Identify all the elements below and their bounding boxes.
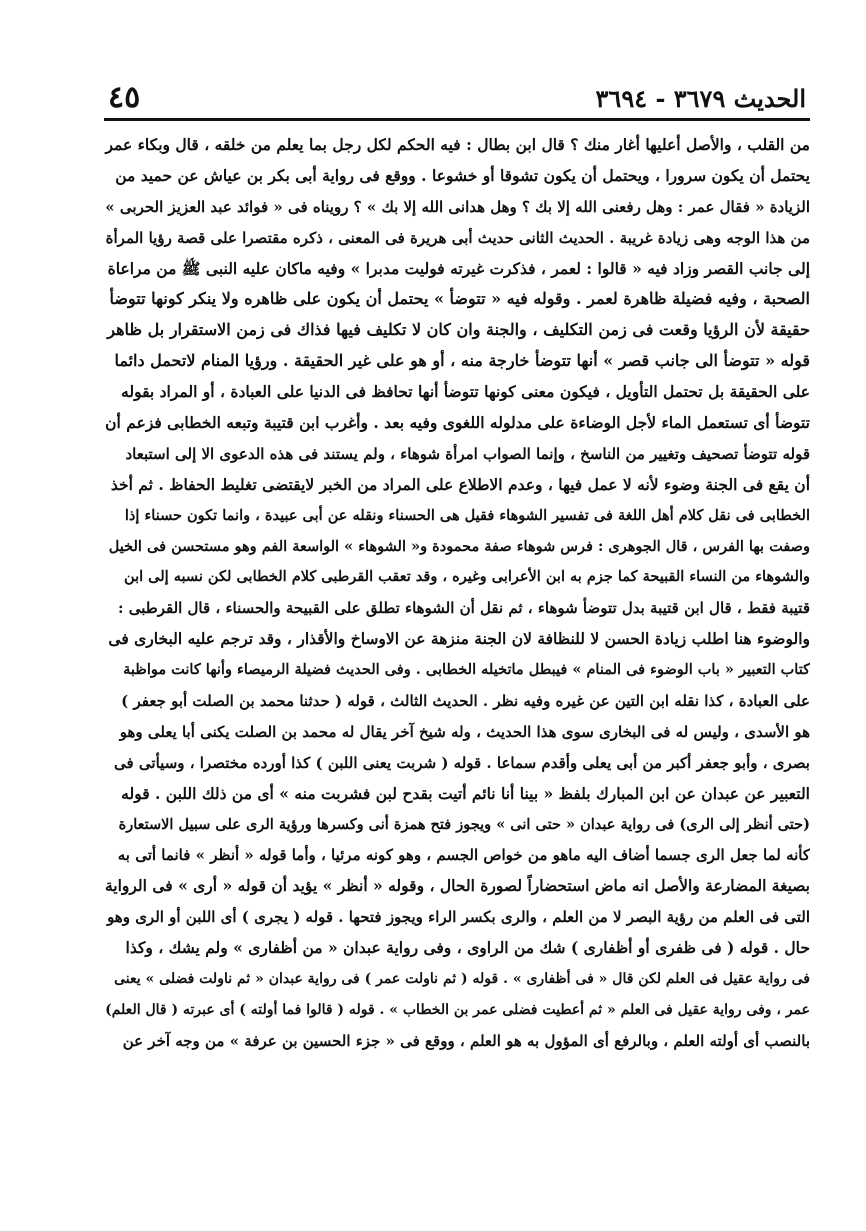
page-number: ٤٥ [108, 80, 141, 115]
text-line: كأنه لما جعل الرى جسما أضاف اليه ماهو من خواص الجسم ، وهو كونه مرئيا ، وأما قوله « أنظر » فانما أتى به [117, 846, 810, 865]
text-line: والوضوء هنا اطلب زيادة الحسن لا للنظافة لان الجنة منزهة عن الاوساخ والأقذار ، وقد ترجم عليه البخارى فى [108, 629, 810, 649]
text-line: يحتمل أن يكون سرورا ، ويحتمل أن يكون تشوقا أو خشوعا . ووقع فى رواية أبى بكر بن عياش عن حميد من [115, 165, 810, 185]
text-line: التعبير عن عبدان عن ابن المبارك بلفظ « بينا أنا نائم أتيت بقدح لبن فشربت منه » أى من ذلك اللبن . قوله [121, 783, 810, 803]
text-line: على العبادة ، كذا نقله ابن التين عن غيره وفيه نظر . الحديث الثالث ، قوله ( حدثنا محمد بن الصلت أبو جعفر ) [121, 692, 810, 711]
text-line: على الحقيقة بل تحتمل التأويل ، فيكون معنى كونها تتوضأ أنها تحافظ فى الدنيا على العبادة ، أو المراد بقوله [121, 382, 810, 402]
text-line: الزيادة « فقال عمر : وهل رفعنى الله إلا بك ؟ وهل هدانى الله إلا بك » ؟ رويناه فى « فوائد عبد العزيز الحربى » [105, 197, 810, 216]
text-line: تتوضأ أى تستعمل الماء لأجل الوضاءة على مدلوله اللغوى وفيه بعد . وأغرب ابن قتيبة وتبعه الخطابى فزعم أن [105, 413, 810, 433]
running-title: الحديث ٣٦٧٩ - ٣٦٩٤ [595, 84, 806, 113]
text-line: حال . قوله ( فى ظفرى أو أظفارى ) شك من الراوى ، وفى رواية عبدان « من أظفارى » ولم يشك ، وكذا [125, 938, 810, 958]
text-line: بصرى ، وأبو جعفر أكبر من أبى يعلى وأقدم سماعا . قوله ( شربت يعنى اللبن ) كذا أورده مختصرا ، وسيأتى فى [114, 753, 810, 772]
text-line: بالنصب أى أولته العلم ، وبالرفع أى المؤول به هو العلم ، ووقع فى « جزء الحسين بن عرفة » من وجه آخر عن [122, 1031, 810, 1050]
text-line: من هذا الوجه وهى زيادة غريبة . الحديث الثانى حديث أبى هريرة فى المعنى ، ذكره مقتصرا على قصة رؤيا المرأة [105, 228, 810, 247]
text-line: أن يقع فى الجنة وضوء لأنه لا عمل فيها ، وعدم الاطلاع على المراد من الخبر لايقتضى تغليط الحفاظ . ثم أخذ [110, 474, 810, 494]
text-line: قتيبة فقط ، قال ابن قتيبة بدل تتوضأ شوهاء ، ثم نقل أن الشوهاء تطلق على القبيحة والحسناء ، قال القرطبى : [117, 599, 810, 618]
text-line: وصفت بها الفرس ، قال الجوهرى : فرس شوهاء صفة محمودة و« الشوهاء » الواسعة الفم وهو مستحسن فى الخيل [108, 537, 810, 555]
text-line: (حتى أنظر إلى الرى) فى رواية عبدان « حتى انى » ويجوز فتح همزة أنى وكسرها ورؤية الرى على سبيل الاستعارة [118, 815, 810, 833]
text-line: إلى جانب القصر وزاد فيه « قالوا : لعمر ، فذكرت غيرته فوليت مدبرا » وفيه ماكان عليه النبى ﷺ من مراعاة [107, 258, 810, 278]
text-line: بصيغة المضارعة والأصل انه ماض استحضاراً لصورة الحال ، وقوله « أنظر » يؤيد أن قوله « أرى » فى الرواية [104, 876, 810, 896]
text-line: قوله « تتوضأ الى جانب قصر » أنها تتوضأ خارجة منه ، أو هو على غير الحقيقة . ورؤيا المنام لاتحمل دائما [114, 351, 810, 371]
text-line: من القلب ، والأصل أعليها أغار منك ؟ قال ابن بطال : فيه الحكم لكل رجل بما يعلم من خلقه ، قال وبكاء عمر [105, 135, 810, 154]
text-line: قوله تتوضأ تصحيف وتغيير من الناسخ ، وإنما الصواب امرأة شوهاء ، ولم يستند فى هذه الدعوى الا إلى استبعاد [125, 444, 810, 463]
header-divider [104, 118, 810, 121]
text-line: كتاب التعبير « باب الوضوء فى المنام » فيبطل ماتخيله الخطابى . وفى الحديث فضيلة الرميصاء وأنها كانت مواظبة [123, 661, 810, 679]
text-line: هو الأسدى ، وليس له فى البخارى سوى هذا الحديث ، وله شيخ آخر يقال له محمد بن الصلت يكنى أبا يعلى وهو [119, 722, 810, 741]
text-line: والشوهاء من النساء القبيحة كما جزم به ابن الأعرابى وغيره ، وقد تعقب القرطبى كلام الخطابى لكن نسبه إلى ابن [124, 568, 810, 586]
text-line: التى فى العلم من رؤية البصر لا من العلم ، والرى بكسر الراء ويجوز فتحها . قوله ( يجرى ) أى اللبن أو الرى وهو [107, 908, 810, 927]
text-line: الصحبة ، وفيه فضيلة ظاهرة لعمر . وقوله فيه « تتوضأ » يحتمل أن يكون على ظاهره ولا ينكر كونها تتوضأ [109, 289, 810, 309]
text-line: فى رواية عقيل فى العلم لكن قال « فى أظفارى » . قوله ( ثم ناولت عمر ) فى رواية عبدان « ثم ناولت فضلى » يعنى [114, 971, 810, 988]
text-line: الخطابى فى نقل كلام أهل اللغة فى تفسير الشوهاء فقيل هى الحسناء ونقله عن أبى عبيدة ، وانما تكون حسناء إذا [124, 506, 810, 524]
page-header [108, 80, 806, 120]
commentary-text [104, 130, 810, 1057]
text-line: حقيقة لأن الرؤيا وقعت فى زمن التكليف ، والجنة وان كان لا تكليف فيها فذاك فى زمن الاستقرار بل ظاهر [107, 320, 810, 340]
text-line: عمر ، وفى رواية عقيل فى العلم « ثم أعطيت فضلى عمر بن الخطاب » . قوله ( قالوا فما أولته ) أى عبرته ( قال العلم) [105, 1001, 810, 1018]
